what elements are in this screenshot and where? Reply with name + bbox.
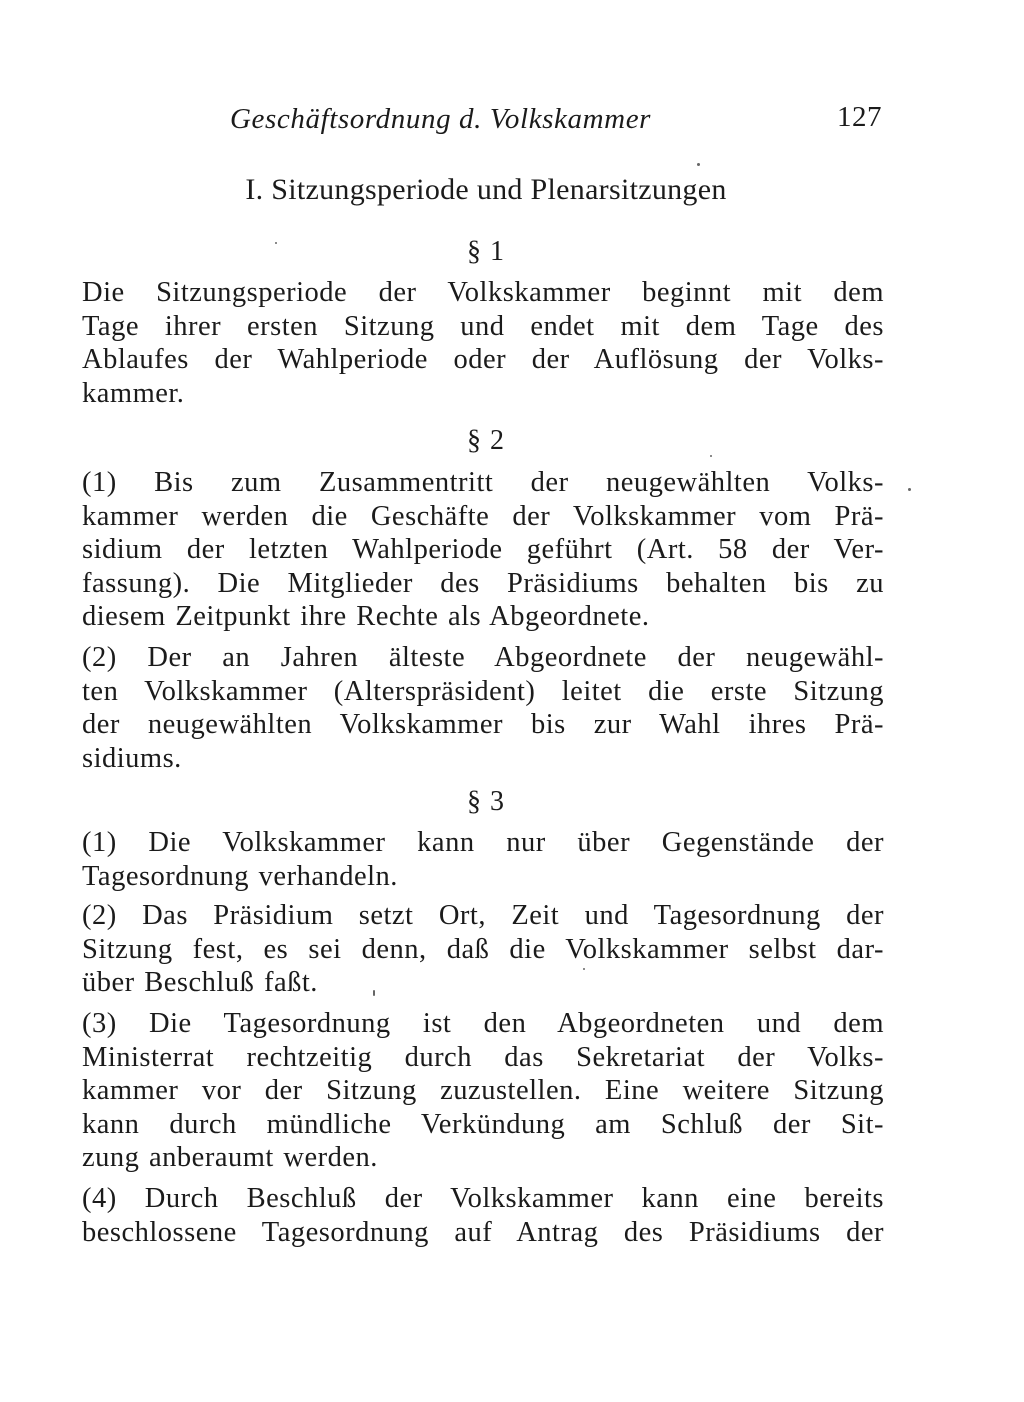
text-line: Die Sitzungsperiode der Volkskammer beginnt mit dem xyxy=(82,277,884,308)
text-line: (1) Die Volkskammer kann nur über Gegenstände der xyxy=(82,827,884,858)
text-line: (2) Der an Jahren älteste Abgeordnete der neugewähl- xyxy=(82,642,884,673)
text-line: (4) Durch Beschluß der Volkskammer kann eine bereits xyxy=(82,1183,884,1214)
text-line: diesem Zeitpunkt ihre Rechte als Abgeordnete. xyxy=(82,601,650,632)
text-line: Ministerrat rechtzeitig durch das Sekretariat der Volks- xyxy=(82,1041,884,1073)
text-line: Tagesordnung verhandeln. xyxy=(82,860,398,892)
paragraph-3-clause-4 xyxy=(82,1182,884,1249)
text-line: über Beschluß faßt. xyxy=(82,967,318,998)
text-line: (3) Die Tagesordnung ist den Abgeordneten und dem xyxy=(82,1008,884,1039)
running-title: Geschäftsordnung d. Volkskammer xyxy=(230,103,652,135)
scan-speck xyxy=(583,968,585,970)
text-line: der neugewählten Volkskammer bis zur Wahl ihres Prä- xyxy=(82,709,884,740)
text-line: fassung). Die Mitglieder des Präsidiums behalten bis zu xyxy=(82,567,884,599)
text-line: sidium der letzten Wahlperiode geführt (Art. 58 der Ver- xyxy=(82,534,884,565)
scan-speck xyxy=(697,163,700,166)
paragraph-2-clause-2 xyxy=(82,641,884,775)
text-line: ten Volkskammer (Alterspräsident) leitet die erste Sitzung xyxy=(82,675,884,707)
text-line: kann durch mündliche Verkündung am Schluß der Sit- xyxy=(82,1108,884,1140)
text-line: Tage ihrer ersten Sitzung und endet mit dem Tage des xyxy=(82,310,884,342)
section-heading: I. Sitzungsperiode und Plenarsitzungen xyxy=(245,173,727,206)
text-line: (2) Das Präsidium setzt Ort, Zeit und Tagesordnung der xyxy=(82,900,884,931)
text-line: (1) Bis zum Zusammentritt der neugewählten Volks- xyxy=(82,467,884,498)
text-line: sidiums. xyxy=(82,742,182,774)
scan-speck xyxy=(373,990,375,996)
scan-speck xyxy=(275,242,277,244)
text-line: kammer vor der Sitzung zuzustellen. Eine weitere Sitzung xyxy=(82,1075,884,1106)
paragraph-3-clause-1 xyxy=(82,826,884,893)
scan-speck xyxy=(908,488,911,491)
paragraph-sign-1: § 1 xyxy=(467,236,505,267)
text-line: kammer werden die Geschäfte der Volkskammer vom Prä- xyxy=(82,500,884,532)
paragraph-3-clause-3 xyxy=(82,1007,884,1175)
paragraph-3-clause-2 xyxy=(82,899,884,1000)
text-line: Sitzung fest, es sei denn, daß die Volkskammer selbst dar- xyxy=(82,933,884,965)
paragraph-sign-2: § 2 xyxy=(467,425,505,456)
text-line: kammer. xyxy=(82,377,185,409)
paragraph-1-clause-1 xyxy=(82,276,884,410)
scan-speck xyxy=(710,455,712,457)
text-line: Ablaufes der Wahlperiode oder der Auflösung der Volks- xyxy=(82,344,884,375)
text-line: zung anberaumt werden. xyxy=(82,1142,378,1173)
text-line: beschlossene Tagesordnung auf Antrag des Präsidiums der xyxy=(82,1216,884,1248)
page-number: 127 xyxy=(837,101,882,133)
paragraph-2-clause-1 xyxy=(82,466,884,634)
paragraph-sign-3: § 3 xyxy=(467,786,505,817)
